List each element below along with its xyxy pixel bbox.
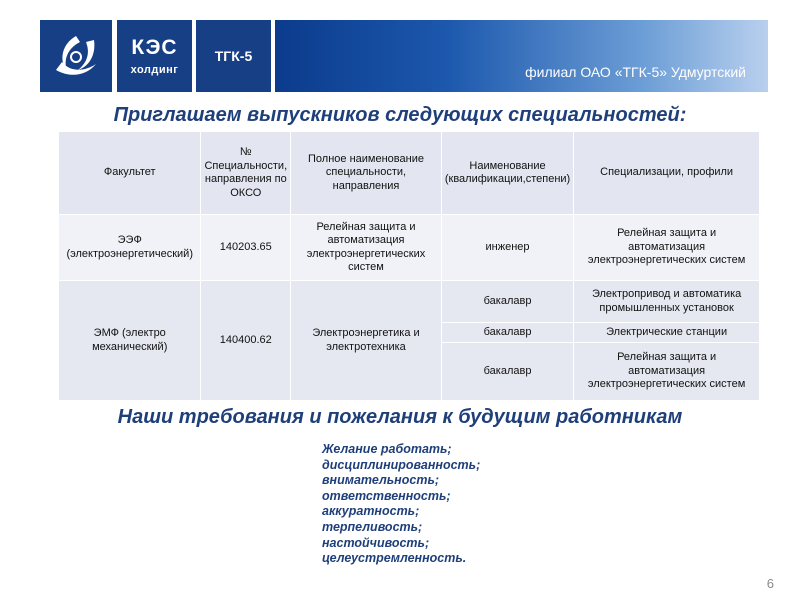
list-item: аккуратность; bbox=[322, 504, 420, 519]
list-item: ответственность; bbox=[322, 488, 451, 503]
profile-cell: Электропривод и автоматика промышленных установок bbox=[574, 281, 760, 323]
column-header: Специализации, профили bbox=[574, 132, 760, 215]
list-item: терпеливость; bbox=[322, 519, 423, 534]
page-title: Приглашаем выпускников следующих специальностей: bbox=[113, 104, 687, 126]
list-item: настойчивость; bbox=[322, 535, 430, 550]
qualification-cell: бакалавр bbox=[441, 323, 573, 343]
header-banner bbox=[275, 20, 768, 92]
table-row bbox=[59, 215, 760, 281]
qualification-cell: инженер bbox=[441, 215, 573, 281]
faculty-cell: ЭЭФ (электроэнергетический) bbox=[59, 215, 201, 281]
profile-cell: Релейная защита и автоматизация электроэнергетических систем bbox=[574, 215, 760, 281]
requirements-title: Наши требования и пожелания к будущим работникам bbox=[117, 406, 683, 428]
table-header-row bbox=[59, 132, 760, 215]
specialty-name-cell: Электроэнергетика и электротехника bbox=[291, 281, 442, 401]
swirl-logo-icon bbox=[48, 30, 104, 82]
column-header: Факультет bbox=[59, 132, 201, 215]
qualification-cell: бакалавр bbox=[441, 281, 573, 323]
list-item: целеустремленность. bbox=[322, 551, 467, 566]
kes-title: КЭС bbox=[131, 36, 178, 59]
profile-cell: Релейная защита и автоматизация электроэнергетических систем bbox=[574, 343, 760, 401]
faculty-cell: ЭМФ (электро механический) bbox=[59, 281, 201, 401]
page-number: 6 bbox=[766, 576, 774, 591]
list-item: Желание работать; bbox=[322, 442, 452, 456]
column-header: № Специальности, направления по ОКСО bbox=[201, 132, 291, 215]
kes-holding-logo bbox=[117, 20, 192, 92]
tgk-logo: ТГК-5 bbox=[196, 20, 271, 92]
branch-name: филиал ОАО «ТГК-5» Удмуртский bbox=[525, 64, 746, 80]
column-header: Полное наименование специальности, направления bbox=[291, 132, 442, 215]
column-header: Наименование (квалификации,степени) bbox=[441, 132, 573, 215]
code-cell: 140400.62 bbox=[201, 281, 291, 401]
specialty-name-cell: Релейная защита и автоматизация электроэнергетических систем bbox=[291, 215, 442, 281]
table-row bbox=[59, 281, 760, 323]
code-cell: 140203.65 bbox=[201, 215, 291, 281]
requirements-list bbox=[322, 442, 480, 567]
list-item: внимательность; bbox=[322, 473, 440, 488]
kes-subtitle: холдинг bbox=[130, 64, 179, 76]
company-logo bbox=[40, 20, 112, 92]
list-item: дисциплинированность; bbox=[322, 457, 481, 472]
specialties-table bbox=[58, 131, 760, 401]
profile-cell: Электрические станции bbox=[574, 323, 760, 343]
qualification-cell: бакалавр bbox=[441, 343, 573, 401]
